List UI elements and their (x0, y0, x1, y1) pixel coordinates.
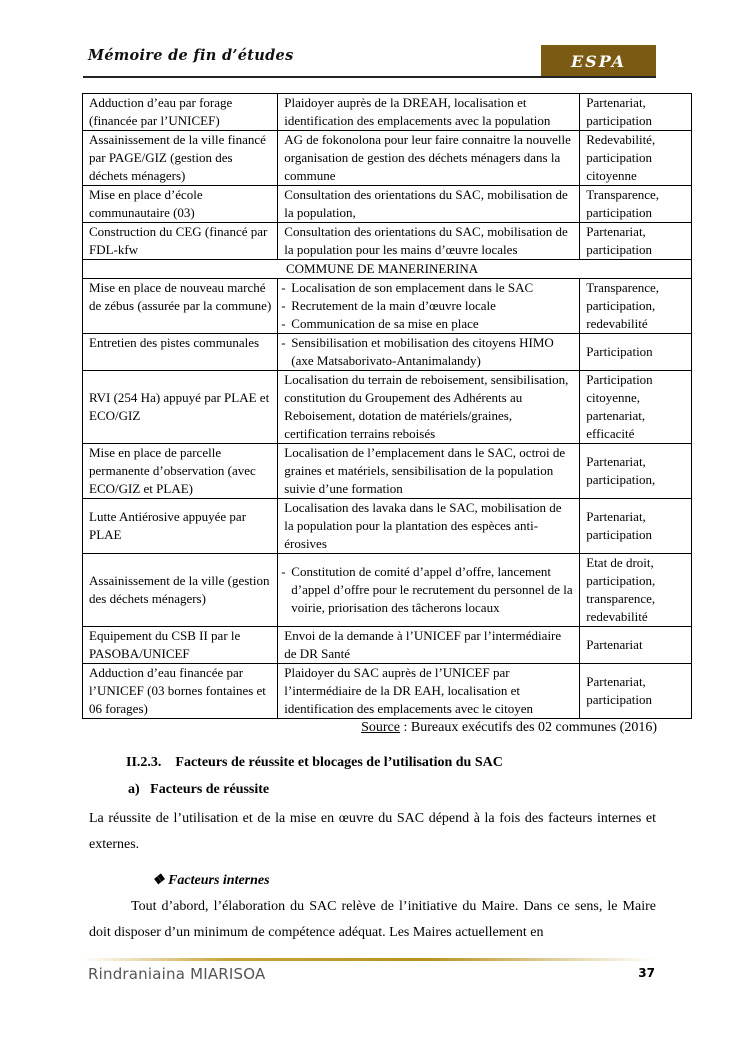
steps-cell (278, 279, 580, 334)
source-label: Source (361, 720, 400, 735)
step-item: - Recrutement de la main d’œuvre locale (284, 297, 573, 315)
header-title: Mémoire de fin d’études (88, 47, 294, 64)
action-cell: Mise en place de parcelle permanente d’observation (avec ECO/GIZ et PLAE) (83, 444, 278, 499)
principles-cell: Transparence, participation (580, 186, 692, 223)
footer-divider (83, 958, 656, 961)
steps-cell: AG de fokonolona pour leur faire connaitre la nouvelle organisation de gestion des déchets ménagers dans la commune (278, 131, 580, 186)
table-source (361, 720, 657, 736)
bullet-heading (152, 872, 270, 889)
table-row (83, 627, 692, 664)
steps-cell: Plaidoyer du SAC auprès de l’UNICEF par l’intermédiaire de la DR EAH, localisation et identification des emplacements avec le citoyen (278, 664, 580, 719)
table-row (83, 444, 692, 499)
sac-actions-table (82, 93, 692, 719)
table-row (83, 131, 692, 186)
action-cell: Entretien des pistes communales (83, 334, 278, 371)
commune-row (83, 260, 692, 279)
table-row (83, 94, 692, 131)
section-title: Facteurs de réussite et blocages de l’utilisation du SAC (175, 755, 503, 770)
header-badge: ESPA (541, 45, 656, 77)
bullet-heading-text: Facteurs internes (168, 873, 270, 888)
action-cell: Assainissement de la ville financé par PAGE/GIZ (gestion des déchets ménagers) (83, 131, 278, 186)
step-item: - Communication de sa mise en place (284, 315, 573, 333)
principles-cell: Participation (580, 334, 692, 371)
steps-cell: Plaidoyer auprès de la DREAH, localisation et identification des emplacements avec la population (278, 94, 580, 131)
action-cell: Assainissement de la ville (gestion des déchets ménagers) (83, 554, 278, 627)
steps-cell (278, 334, 580, 371)
table-row (83, 334, 692, 371)
table-row (83, 664, 692, 719)
table-row (83, 223, 692, 260)
bullet-icon: ❖ (152, 873, 165, 888)
principles-cell: Partenariat, participation (580, 499, 692, 554)
action-cell: Construction du CEG (financé par FDL-kfw (83, 223, 278, 260)
paragraph-1: La réussite de l’utilisation et de la mise en œuvre du SAC dépend à la fois des facteurs internes et externes. (89, 811, 656, 852)
footer-author: Rindraniaina MIARISOA (88, 965, 266, 983)
step-item: - Sensibilisation et mobilisation des citoyens HIMO (axe Matsaborivato-Antanimalandy) (284, 334, 573, 370)
table-row (83, 186, 692, 223)
principles-cell: Transparence, participation, redevabilité (580, 279, 692, 334)
principles-cell: Etat de droit, participation, transparence, redevabilité (580, 554, 692, 627)
table-row (83, 499, 692, 554)
steps-cell: Localisation de l’emplacement dans le SAC, octroi de graines et matériels, sensibilisation de la population suivie d’une formation (278, 444, 580, 499)
section-number: II.2.3. (126, 755, 162, 770)
step-item: - Localisation de son emplacement dans le SAC (284, 279, 573, 297)
action-cell: Equipement du CSB II par le PASOBA/UNICEF (83, 627, 278, 664)
principles-cell: Partenariat, participation (580, 94, 692, 131)
action-cell: Mise en place d’école communautaire (03) (83, 186, 278, 223)
principles-cell: Partenariat, participation (580, 223, 692, 260)
table-row (83, 371, 692, 444)
principles-cell: Partenariat, participation, (580, 444, 692, 499)
principles-cell: Partenariat, participation (580, 664, 692, 719)
steps-cell: Envoi de la demande à l’UNICEF par l’intermédiaire de DR Santé (278, 627, 580, 664)
subsection-heading (128, 782, 269, 798)
action-cell: Adduction d’eau par forage (financée par l’UNICEF) (83, 94, 278, 131)
steps-cell: Localisation du terrain de reboisement, sensibilisation, constitution du Groupement des Adhérents au Reboisement, dotation de matériels/graines, certification terrains reboisés (278, 371, 580, 444)
commune-heading: COMMUNE DE MANERINERINA (83, 260, 692, 279)
steps-cell: Localisation des lavaka dans le SAC, mobilisation de la population pour la plantation des espèces anti-érosives (278, 499, 580, 554)
section-heading (126, 755, 503, 771)
source-text: : Bureaux exécutifs des 02 communes (2016) (400, 720, 657, 735)
steps-cell: Consultation des orientations du SAC, mobilisation de la population pour les mains d’œuvre locales (278, 223, 580, 260)
steps-cell (278, 554, 580, 627)
step-item: - Constitution de comité d’appel d’offre, lancement d’appel d’offre pour le recrutement du personnel de la voirie, priorisation des tâcherons locaux (284, 563, 573, 617)
steps-cell: Consultation des orientations du SAC, mobilisation de la population, (278, 186, 580, 223)
action-cell: Mise en place de nouveau marché de zébus (assurée par la commune) (83, 279, 278, 334)
principles-cell: Participation citoyenne, partenariat, efficacité (580, 371, 692, 444)
table-row (83, 279, 692, 334)
action-cell: RVI (254 Ha) appuyé par PLAE et ECO/GIZ (83, 371, 278, 444)
table-row (83, 554, 692, 627)
action-cell: Lutte Antiérosive appuyée par PLAE (83, 499, 278, 554)
principles-cell: Partenariat (580, 627, 692, 664)
page-number: 37 (638, 966, 655, 980)
subsection-title: Facteurs de réussite (150, 782, 270, 797)
action-cell: Adduction d’eau financée par l’UNICEF (03 bornes fontaines et 06 forages) (83, 664, 278, 719)
principles-cell: Redevabilité, participation citoyenne (580, 131, 692, 186)
subsection-letter: a) (128, 782, 140, 797)
header-divider (83, 76, 656, 78)
paragraph-2: Tout d’abord, l’élaboration du SAC relève de l’initiative du Maire. Dans ce sens, le Maire doit disposer d’un minimum de compétence adéquat. Les Maires actuellement en (89, 899, 656, 940)
